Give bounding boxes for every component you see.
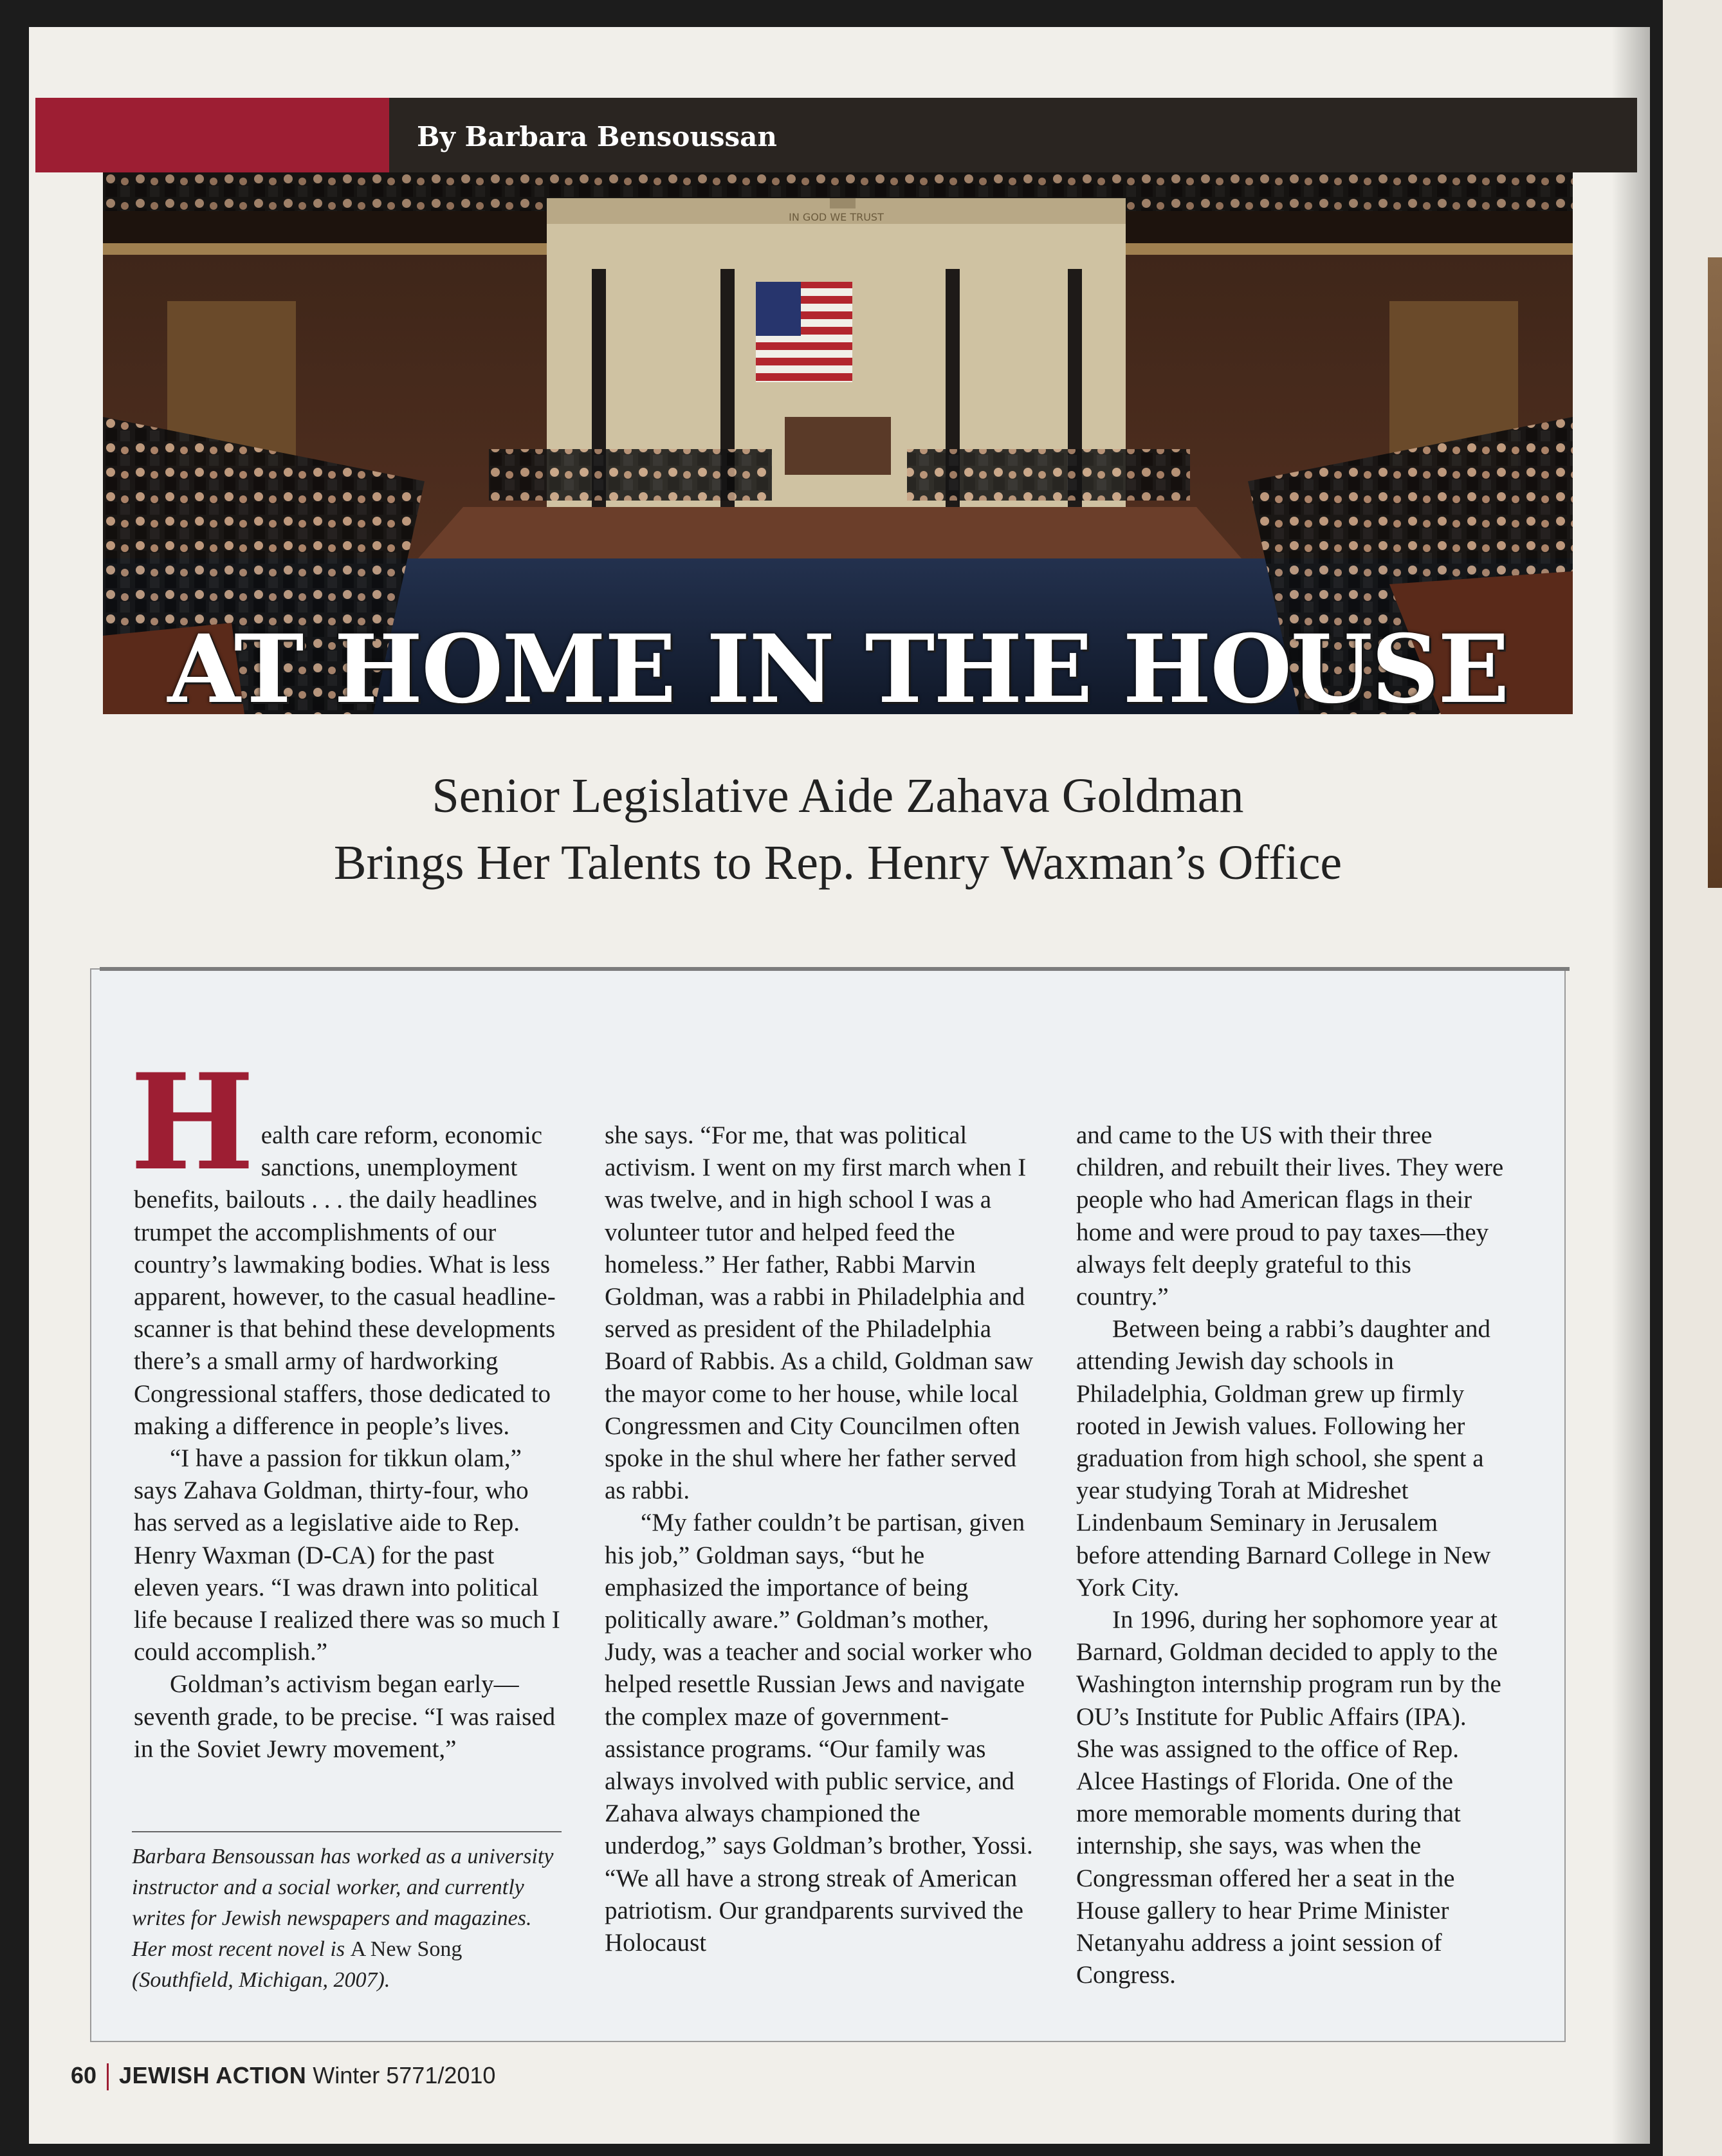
issue-date: Winter 5771/2010 (313, 2062, 496, 2088)
paragraph: “My father couldn’t be partisan, given his job,” Goldman says, “but he emphasized the importance of being politically aware.” Goldman’s mother, Judy, was a teacher and social worker who helped resettle Russian Jews and navigate the complex maze of government-assistance programs. “Our family was always involved with public service, and Zahava always championed the underdog,” says Goldman’s brother, Yossi. “We all have a strong streak of American patriotism. Our grandparents survived the Holocaust (605, 1509, 1033, 1957)
paragraph: she says. “For me, that was political activism. I went on my first march when I was twelve, and in high school I was a volunteer tutor and helped feed the homeless.” Her father, Rabbi Marvin Goldman, was a rabbi in Philadelphia and served as president of the Philadelphia Board of Rabbis. As a child, Goldman saw the mayor come to her house, while local Congressmen and City Councilmen often spoke in the shul where her father served as rabbi. (605, 1121, 1034, 1505)
paragraph: ealth care reform, economic sanctions, unemployment benefits, bailouts . . . the daily headlines trumpet the accomplishments of our country’s lawmaking bodies. What is less apparent, however, to the casual headline-scanner is that behind these developments there’s a small army of hardworking Congressional staffers, those dedicated to making a difference in people’s lives. (134, 1121, 556, 1440)
subtitle (103, 762, 1573, 896)
footer-divider (107, 2063, 109, 2090)
paragraph: and came to the US with their three children, and rebuilt their lives. They were people who had American flags in their home and were proud to pay taxes—they always felt deeply grateful to this country.” (1076, 1121, 1504, 1311)
headline: AT HOME IN THE HOUSE (167, 614, 1508, 724)
article-column-2 (605, 1119, 1036, 1959)
spine-shadow (1611, 27, 1650, 2144)
page-number: 60 (71, 2062, 97, 2088)
byline-accent-block (35, 98, 389, 172)
section-rule (100, 967, 1570, 971)
subtitle-line-1: Senior Legislative Aide Zahava Goldman (432, 769, 1244, 823)
facing-page-photo (1708, 257, 1722, 888)
bio-publisher: (Southfield, Michigan, 2007). (132, 1968, 390, 1992)
paragraph: “I have a passion for tikkun olam,” says Zahava Goldman, thirty-four, who has served as a legislative aide to Rep. Henry Waxman (D-CA) for the past eleven years. “I was drawn into political life because I realized there was so much I could accomplish.” (134, 1444, 560, 1666)
subtitle-line-2: Brings Her Talents to Rep. Henry Waxman’s Office (333, 836, 1342, 890)
page-footer (71, 2062, 495, 2090)
bio-book-title: A New Song (350, 1937, 463, 1961)
magazine-name: JEWISH ACTION (119, 2062, 307, 2088)
motto-text: IN GOD WE TRUST (789, 211, 884, 223)
article-column-1 (130, 1046, 565, 1765)
author-bio (132, 1841, 562, 1996)
byline: By Barbara Bensoussan (417, 121, 777, 152)
bio-text: Barbara Bensoussan has worked as a university instructor and a social worker, and currently writes for Jewish newspapers and magazines. Her most recent novel is (132, 1845, 554, 1961)
paragraph: Between being a rabbi’s daughter and attending Jewish day schools in Philadelphia, Goldman grew up firmly rooted in Jewish values. Following her graduation from high school, she spent a year studying Torah at Midreshet Lindenbaum Seminary in Jerusalem before attending Barnard College in New York City. (1076, 1315, 1491, 1601)
paragraph: In 1996, during her sophomore year at Barnard, Goldman decided to apply to the Washington internship program run by the OU’s Institute for Public Affairs (IPA). She was assigned to the office of Rep. Alcee Hastings of Florida. One of the more memorable moments during that internship, she says, was when the Congressman offered her a seat in the House gallery to hear Prime Minister Netanyahu address a joint session of Congress. (1076, 1606, 1501, 1989)
paragraph: Goldman’s activism began early—seventh grade, to be precise. “I was raised in the Soviet Jewry movement,” (134, 1670, 556, 1763)
article-column-3 (1076, 1119, 1507, 1991)
bio-rule (132, 1831, 562, 1832)
drop-cap: H (130, 1046, 255, 1200)
